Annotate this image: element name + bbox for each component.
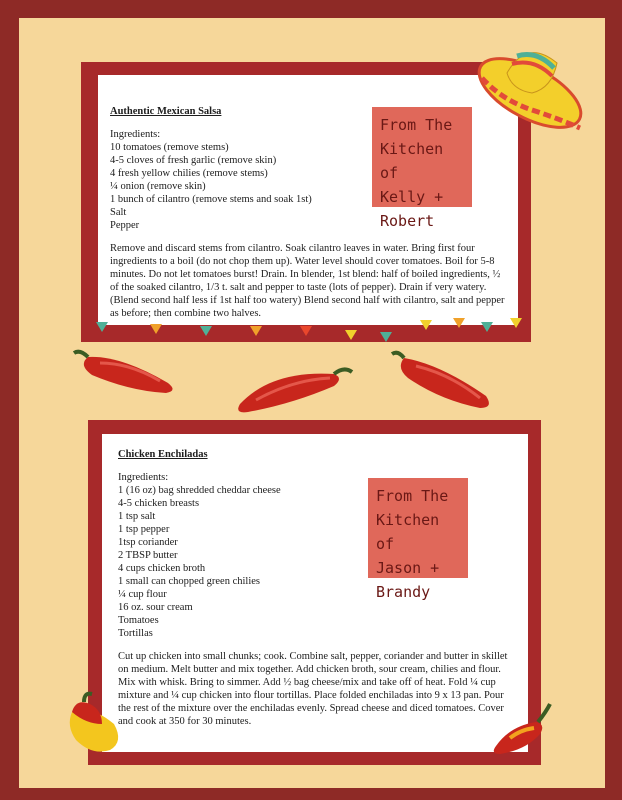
red-pepper-icon	[70, 345, 180, 410]
ingredient-item: 4 cups chicken broth	[118, 563, 206, 574]
ingredient-item: 10 tomatoes (remove stems)	[110, 142, 229, 153]
red-pepper-icon	[390, 348, 500, 420]
recipe-title: Authentic Mexican Salsa	[110, 106, 222, 117]
tag-line: Brandy	[376, 583, 431, 601]
tag-line: Kitchen of	[376, 511, 440, 553]
yellow-pepper-icon	[62, 690, 127, 762]
pennant-flag	[420, 320, 432, 330]
ingredient-item: 1 small can chopped green chilies	[118, 576, 260, 587]
ingredient-item: 16 oz. sour cream	[118, 602, 193, 613]
ingredient-item: 1 bunch of cilantro (remove stems and soak 1st)	[110, 194, 312, 205]
ingredient-item: 1tsp coriander	[118, 537, 178, 548]
recipe-title: Chicken Enchiladas	[118, 449, 208, 460]
ingredient-item: 4-5 chicken breasts	[118, 498, 200, 509]
kitchen-tag	[372, 107, 472, 230]
pennant-flag	[200, 326, 212, 336]
ingredient-item: 1 tsp pepper	[118, 524, 170, 535]
pennant-flag	[453, 318, 465, 328]
sombrero-icon	[472, 38, 592, 138]
kitchen-tag	[368, 478, 468, 601]
ingredient-item: ¼ onion (remove skin)	[110, 181, 206, 192]
ingredient-item: Pepper	[110, 220, 140, 231]
ingredient-item: Salt	[110, 207, 127, 218]
pennant-flag	[250, 326, 262, 336]
pennant-flag	[150, 324, 162, 334]
tag-line: Kelly +	[380, 188, 444, 206]
red-pepper-icon	[232, 360, 357, 420]
tag-line: From The	[380, 116, 453, 134]
ingredient-item: 1 tsp salt	[118, 511, 156, 522]
pennant-flag	[345, 330, 357, 340]
ingredient-item: 1 (16 oz) bag shredded cheddar cheese	[118, 485, 281, 496]
ingredient-item: 2 TBSP butter	[118, 550, 178, 561]
pennant-flag	[96, 322, 108, 332]
pennant-flag	[380, 332, 392, 342]
pennant-flag	[300, 326, 312, 336]
ingredients-heading: Ingredients:	[110, 129, 161, 140]
tag-line: Jason +	[376, 559, 440, 577]
pennant-flag	[481, 322, 493, 332]
pennant-flag	[510, 318, 522, 328]
ingredients-heading: Ingredients:	[118, 472, 169, 483]
ingredient-item: Tortillas	[118, 628, 153, 639]
recipe-instructions: Cut up chicken into small chunks; cook. Combine salt, pepper, coriander and butter in skillet on medium. Melt butter and mix together. Add chicken broth, sour cream, chilies and flour. Mix with whisk. Bring to simmer. Add ½ bag cheese/mix and take off of heat. Fold ¼ cup mixture and ¼ cup chicken into flour tortillas. Place folded enchiladas into 9 x 13 pan. Pour the rest of the mixture over the enchiladas evenly. Spread cheese and diced tomatoes. Cover and cook at 350 for 30 minutes.	[118, 651, 508, 727]
tag-line: Robert	[380, 212, 435, 230]
ingredient-item: ¼ cup flour	[118, 589, 167, 600]
red-pepper-icon	[490, 700, 555, 760]
ingredient-item: 4-5 cloves of fresh garlic (remove skin)	[110, 155, 277, 166]
tag-line: From The	[376, 487, 449, 505]
ingredient-item: 4 fresh yellow chilies (remove stems)	[110, 168, 268, 179]
ingredient-item: Tomatoes	[118, 615, 159, 626]
tag-line: Kitchen of	[380, 140, 444, 182]
recipe-instructions: Remove and discard stems from cilantro. Soak cilantro leaves in water. Bring first four ingredients to a boil (do not chop them up). Water level should cover tomatoes. Boil for 5-8 minutes. Do not let tomatoes burst! Drain. In blender, 1st blend: half of boiled ingredients, ½ of the soaked cilantro, 1/3 t. salt and pepper to taste (lots of pepper). Drain if very watery. (Blend second half less if 1st half too watery) Blend second half with cilantro, salt and pepper as before; then combine two halves.	[110, 243, 505, 319]
